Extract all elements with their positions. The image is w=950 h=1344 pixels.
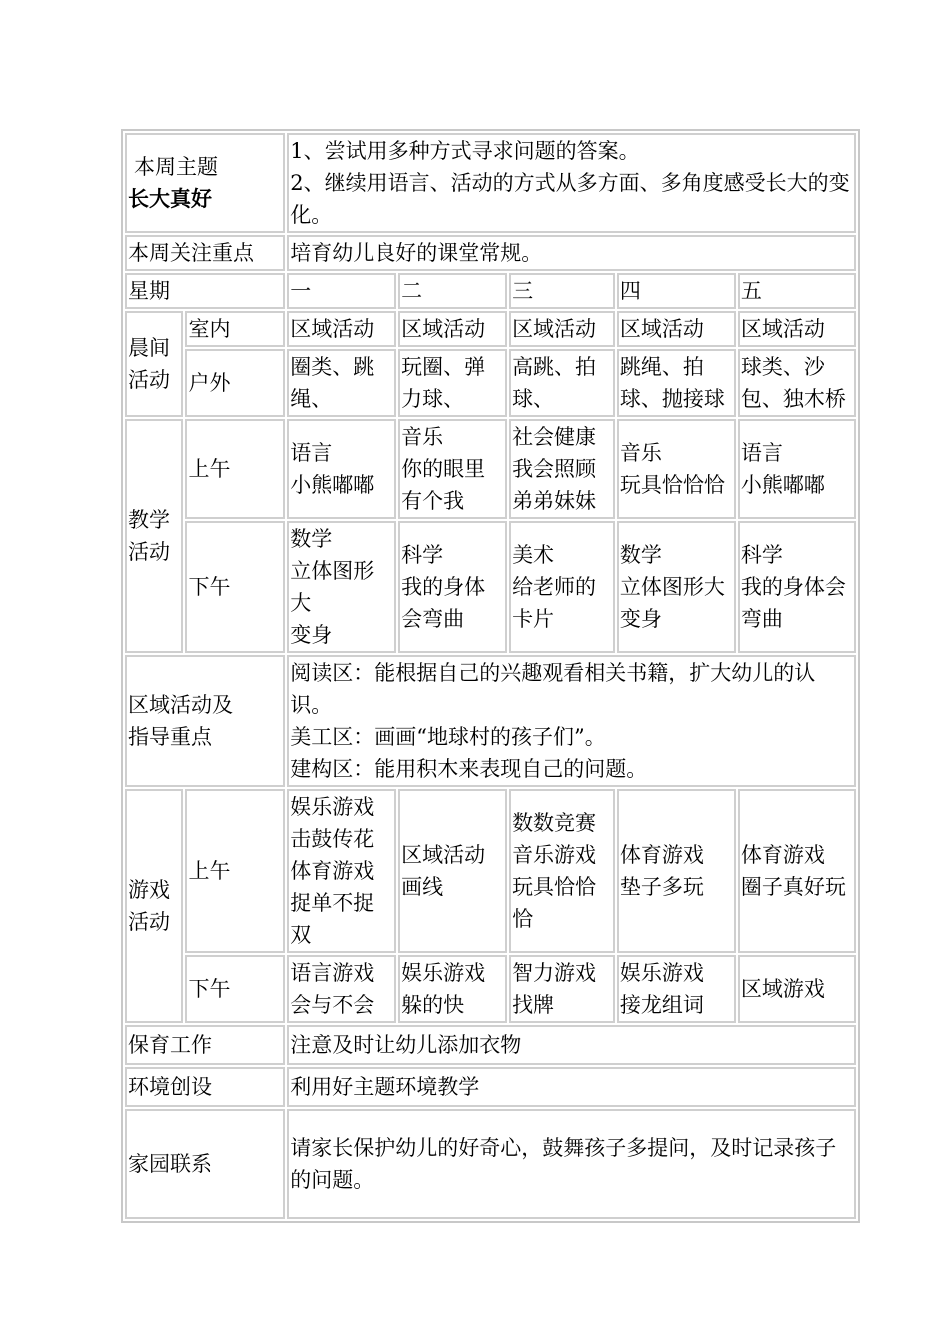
cell-line: 小熊嘟嘟 (740, 473, 825, 497)
indoor-cell: 区域活动 (738, 311, 856, 347)
cell-line: 高跳、拍 (512, 355, 597, 379)
indoor-cell: 区域活动 (287, 311, 396, 347)
theme-goals-cell (287, 133, 856, 233)
cell-line: 球类、沙 (740, 355, 825, 379)
teaching-pm-cell (509, 521, 615, 653)
outdoor-cell (738, 349, 856, 417)
cell-line: 数学 (619, 543, 662, 567)
indoor-cell: 区域活动 (398, 311, 507, 347)
environment-label: 环境创设 (125, 1067, 285, 1107)
weekday-1: 一 (287, 273, 396, 309)
area-text (287, 655, 856, 787)
cell-line: 玩圈、弹 (401, 355, 486, 379)
cell-line: 会弯曲 (401, 607, 465, 631)
cell-line: 击鼓传花 (290, 827, 375, 851)
cell-line: 弟弟妹妹 (512, 489, 597, 513)
outdoor-cell (398, 349, 507, 417)
area-label (125, 655, 285, 787)
theme-label: 本周主题 (134, 155, 218, 179)
games-pm-cell (617, 955, 736, 1023)
morning-label-line-2: 活动 (128, 368, 170, 392)
games-pm-cell (738, 955, 856, 1023)
cell-line: 体育游戏 (740, 843, 825, 867)
games-am-label: 上午 (185, 789, 285, 953)
cell-line: 立体图形大 (290, 559, 375, 615)
cell-line: 有个我 (401, 489, 465, 513)
cell-line: 你的眼里 (401, 457, 486, 481)
games-pm-cell (287, 955, 396, 1023)
cell-line: 语言 (740, 441, 783, 465)
cell-line: 我的身体会 (740, 575, 846, 599)
cell-line: 体育游戏 (290, 859, 375, 883)
area-line-art: 美工区：画画“地球村的孩子们”。 (290, 725, 606, 749)
cell-line: 会与不会 (290, 993, 375, 1017)
games-label-line-1: 游戏 (128, 878, 170, 902)
home-row (125, 1109, 856, 1219)
teaching-pm-cell (398, 521, 507, 653)
cell-line: 变身 (290, 623, 333, 647)
cell-line: 捉单不捉双 (290, 891, 375, 947)
weekday-3: 三 (509, 273, 615, 309)
morning-label-line-1: 晨间 (128, 336, 170, 360)
cell-line: 智力游戏 (512, 961, 597, 985)
cell-line: 音乐 (619, 441, 662, 465)
cell-line: 躲的快 (401, 993, 465, 1017)
cell-line: 玩具恰恰恰 (512, 875, 597, 931)
home-text: 请家长保护幼儿的好奇心，鼓舞孩子多提问，及时记录孩子的问题。 (287, 1109, 856, 1219)
theme-label-cell (125, 133, 285, 233)
teaching-pm-row (125, 521, 856, 653)
cell-line: 娱乐游戏 (401, 961, 486, 985)
area-label-line-2: 指导重点 (128, 725, 212, 749)
care-row (125, 1025, 856, 1065)
weekday-4: 四 (617, 273, 736, 309)
home-label: 家园联系 (125, 1109, 285, 1219)
games-label-line-2: 活动 (128, 910, 170, 934)
outdoor-cell (509, 349, 615, 417)
outdoor-cell (287, 349, 396, 417)
focus-text: 培育幼儿良好的课堂常规。 (287, 235, 856, 271)
cell-line: 卡片 (512, 607, 555, 631)
cell-line: 数学 (290, 527, 333, 551)
teaching-pm-label: 下午 (185, 521, 285, 653)
teaching-am-label: 上午 (185, 419, 285, 519)
cell-line: 跳绳、拍 (619, 355, 704, 379)
indoor-cell: 区域活动 (617, 311, 736, 347)
cell-line: 圈子真好玩 (740, 875, 846, 899)
area-line-build: 建构区：能用积木来表现自己的问题。 (290, 757, 648, 781)
focus-row (125, 235, 856, 271)
environment-row (125, 1067, 856, 1107)
teaching-am-row (125, 419, 856, 519)
cell-line: 弯曲 (740, 607, 783, 631)
weekday-2: 二 (398, 273, 507, 309)
games-am-cell (738, 789, 856, 953)
theme-row (125, 133, 856, 233)
indoor-cell: 区域活动 (509, 311, 615, 347)
cell-line: 力球、 (401, 387, 465, 411)
cell-line: 语言 (290, 441, 333, 465)
morning-outdoor-row (125, 349, 856, 417)
games-pm-cell (509, 955, 615, 1023)
weekly-plan-table (121, 129, 860, 1223)
cell-line: 垫子多玩 (619, 875, 704, 899)
teaching-am-cell (738, 419, 856, 519)
cell-line: 数数竞赛 (512, 811, 597, 835)
games-am-cell (509, 789, 615, 953)
theme-goal-2: 2、继续用语言、活动的方式从多方面、多角度感受长大的变化。 (290, 171, 850, 227)
cell-line: 找牌 (512, 993, 555, 1017)
teaching-am-cell (617, 419, 736, 519)
cell-line: 绳、 (290, 387, 333, 411)
care-text: 注意及时让幼儿添加衣物 (287, 1025, 856, 1065)
cell-line: 小熊嘟嘟 (290, 473, 375, 497)
morning-label (125, 311, 183, 417)
cell-line: 娱乐游戏 (619, 961, 704, 985)
cell-line: 音乐 (401, 425, 444, 449)
games-label (125, 789, 183, 1023)
area-line-reading: 阅读区：能根据自己的兴趣观看相关书籍，扩大幼儿的认识。 (290, 661, 816, 717)
environment-text: 利用好主题环境教学 (287, 1067, 856, 1107)
area-label-line-1: 区域活动及 (128, 693, 233, 717)
cell-line: 立体图形大 (619, 575, 725, 599)
indoor-label: 室内 (185, 311, 285, 347)
games-pm-label: 下午 (185, 955, 285, 1023)
teaching-label-line-1: 教学 (128, 508, 170, 532)
games-pm-row (125, 955, 856, 1023)
cell-line: 科学 (740, 543, 783, 567)
cell-line: 我会照顾 (512, 457, 597, 481)
outdoor-label: 户外 (185, 349, 285, 417)
teaching-am-cell (287, 419, 396, 519)
teaching-pm-cell (617, 521, 736, 653)
outdoor-cell (617, 349, 736, 417)
teaching-pm-cell (738, 521, 856, 653)
care-label: 保育工作 (125, 1025, 285, 1065)
cell-line: 区域活动 (401, 843, 486, 867)
cell-line: 画线 (401, 875, 444, 899)
cell-line: 球、抛接球 (619, 387, 725, 411)
cell-line: 区域游戏 (740, 977, 825, 1001)
cell-line: 娱乐游戏 (290, 795, 375, 819)
cell-line: 我的身体 (401, 575, 486, 599)
cell-line: 科学 (401, 543, 444, 567)
games-am-cell (398, 789, 507, 953)
teaching-label-line-2: 活动 (128, 540, 170, 564)
area-row (125, 655, 856, 787)
cell-line: 语言游戏 (290, 961, 375, 985)
weekday-row (125, 273, 856, 309)
cell-line: 包、独木桥 (740, 387, 846, 411)
cell-line: 变身 (619, 607, 662, 631)
cell-line: 给老师的 (512, 575, 597, 599)
games-am-cell (617, 789, 736, 953)
theme-goal-1: 1、尝试用多种方式寻求问题的答案。 (290, 139, 640, 163)
games-pm-cell (398, 955, 507, 1023)
focus-label: 本周关注重点 (125, 235, 285, 271)
cell-line: 音乐游戏 (512, 843, 597, 867)
cell-line: 接龙组词 (619, 993, 704, 1017)
games-am-cell (287, 789, 396, 953)
teaching-am-cell (398, 419, 507, 519)
cell-line: 圈类、跳 (290, 355, 375, 379)
cell-line: 球、 (512, 387, 555, 411)
cell-line: 美术 (512, 543, 555, 567)
weekday-5: 五 (738, 273, 856, 309)
cell-line: 社会健康 (512, 425, 597, 449)
teaching-am-cell (509, 419, 615, 519)
morning-indoor-row (125, 311, 856, 347)
teaching-pm-cell (287, 521, 396, 653)
teaching-label (125, 419, 183, 653)
cell-line: 体育游戏 (619, 843, 704, 867)
games-am-row (125, 789, 856, 953)
cell-line: 玩具恰恰恰 (619, 473, 725, 497)
weekday-label: 星期 (125, 273, 285, 309)
theme-title: 长大真好 (128, 186, 212, 211)
